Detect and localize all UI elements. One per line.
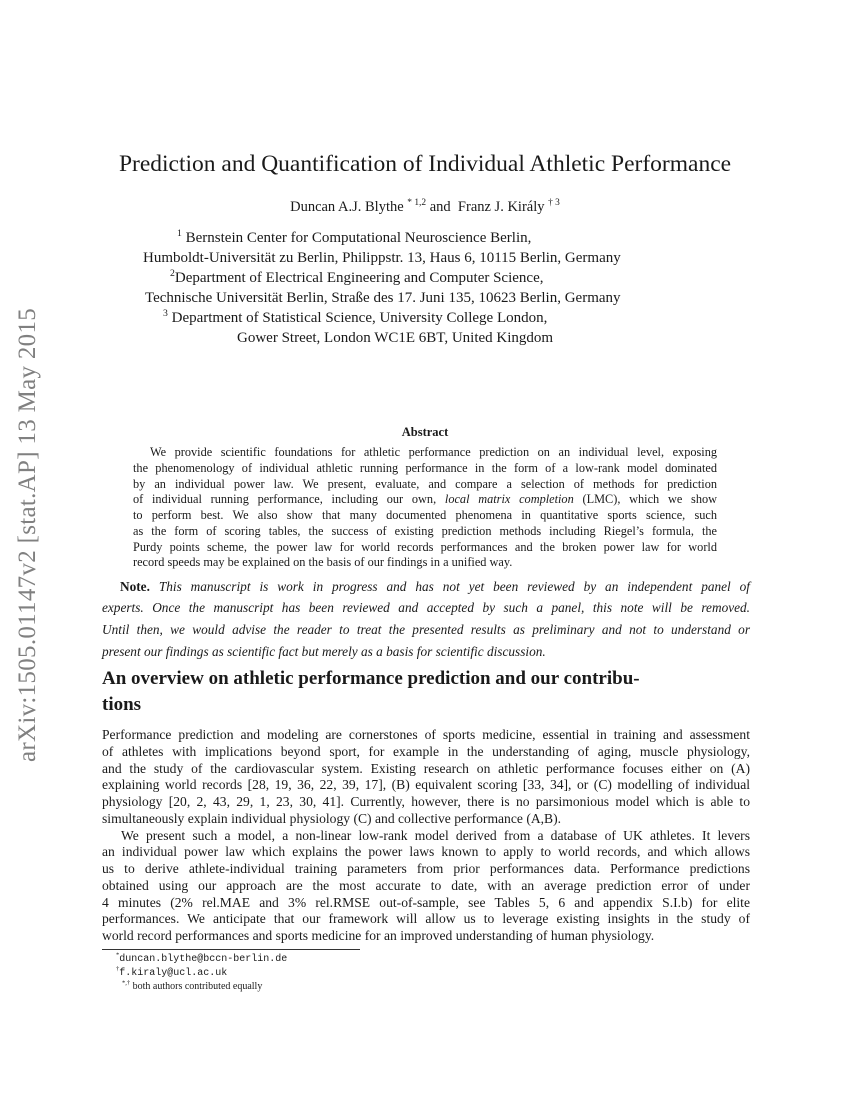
body-line: of athletes with implications beyond sport, for example in the understanding of aging, muscle physiology, [102,744,750,759]
author-name: Duncan A.J. Blythe [290,199,404,215]
abstract-line: record speeds may be explained on the basis of our findings in a unified way. [133,555,513,569]
affiliation-1-line1: $^1$ Bernstein Center for Computational Neuroscience Berlin, [177,228,532,246]
abstract-line: We provide scientific foundations for athletic performance prediction on an individual level, exposing [150,445,717,459]
body-line: explaining world records [28, 19, 36, 22, 39, 17], (B) equivalent scoring [33, 34], or (C) modelling of individual [102,777,750,792]
body-line: Performance prediction and modeling are cornerstones of sports medicine, essential in training and assessment [102,727,750,742]
affiliation-1-line2: Humboldt-Universität zu Berlin, Philippstr. 13, Haus 6, 10115 Berlin, Germany [143,250,621,266]
author-marks: † 3 [548,198,560,209]
note-line: Note. This manuscript is work in progress and has not yet been reviewed by an independent panel of [120,579,750,594]
footnote-1: *duncan.blythe@bccn-berlin.de [116,951,288,965]
abstract-heading: Abstract [401,425,449,439]
footnote-3: *,† both authors contributed equally [122,979,263,992]
author-and: and [429,199,451,215]
body-line: us to derive athlete-individual training parameters from prior performances data. Performance predictions [102,861,750,876]
affiliation-2-line2: Technische Universität Berlin, Straße des 17. Juni 135, 10623 Berlin, Germany [145,290,621,306]
footnote-rule [102,949,360,950]
section-heading: An overview on athletic performance prediction and our contribu- [102,668,640,689]
body-line: performances. We anticipate that our framework will allow us to leverage existing insights in the study of [102,911,750,926]
body-line: an individual power law which explains the power laws known to apply to world records, and which allows [102,844,750,859]
note-label: Note. [120,579,150,594]
paper-title: Prediction and Quantification of Individual Athletic Performance [118,151,732,177]
body-line: obtained using our approach are the most accurate to date, with an average prediction error of under [102,878,750,893]
section-heading-cont: tions [102,694,142,715]
affiliation-3-line2: Gower Street, London WC1E 6BT, United Kingdom [237,330,554,346]
affiliation-2-line1: $^2$Department of Electrical Engineering and Computer Science, [170,268,544,286]
author-list [0,198,850,216]
author-marks: * 1,2 [407,198,427,209]
abstract-line: Purdy points scheme, the power law for world records performances and the broken power law for world [133,540,717,554]
footnote-2: †f.kiraly@ucl.ac.uk [116,965,228,979]
body-line: 4 minutes (2% rel.MAE and 3% rel.RMSE out-of-sample, see Tables 5, 6 and appendix S.I.b) for elite [102,895,750,910]
note-line: present our findings as scientific fact but merely as a basis for scientific discussion. [102,644,546,659]
body-line: We present such a model, a non-linear low-rank model derived from a database of UK athletes. It levers [121,828,750,843]
body-line: simultaneously explain individual physiology (C) and collective performance (A,B). [102,811,562,826]
arxiv-stamp: arXiv:1505.01147v2 [stat.AP] 13 May 2015 [14,307,41,763]
body-line: physiology [20, 2, 43, 29, 1, 23, 30, 41]. Currently, however, there is no parsimonious model which is able to [102,794,750,809]
author-name: Franz J. Király [457,199,545,215]
abstract-line: by an individual power law. We present, evaluate, and compare a selection of methods for prediction [133,477,717,491]
abstract-line: as the form of scoring tables, the success of existing prediction methods including Riegel’s formula, the [133,524,717,538]
body-line: and the study of the cardiovascular system. Existing research on athletic performance focuses either on (A) [102,761,750,776]
abstract-line: the phenomenology of individual athletic running performance in the form of a low-rank model dominated [133,461,717,475]
affiliation-3-line1: $^3$ Department of Statistical Science, University College London, [163,308,548,326]
body-line: world record performances and sports medicine for an improved understanding of human physiology. [102,928,655,943]
note-line: Until then, we would advise the reader to treat the presented results as preliminary and not to understand or [102,622,750,637]
abstract-line: of individual running performance, including our own, local matrix completion (LMC), which we show [133,492,717,506]
note-line: experts. Once the manuscript has been reviewed and accepted by such a panel, this note will be removed. [102,600,750,615]
abstract-line: to perform best. We also show that many documented phenomena in quantitative sports science, such [133,508,717,522]
